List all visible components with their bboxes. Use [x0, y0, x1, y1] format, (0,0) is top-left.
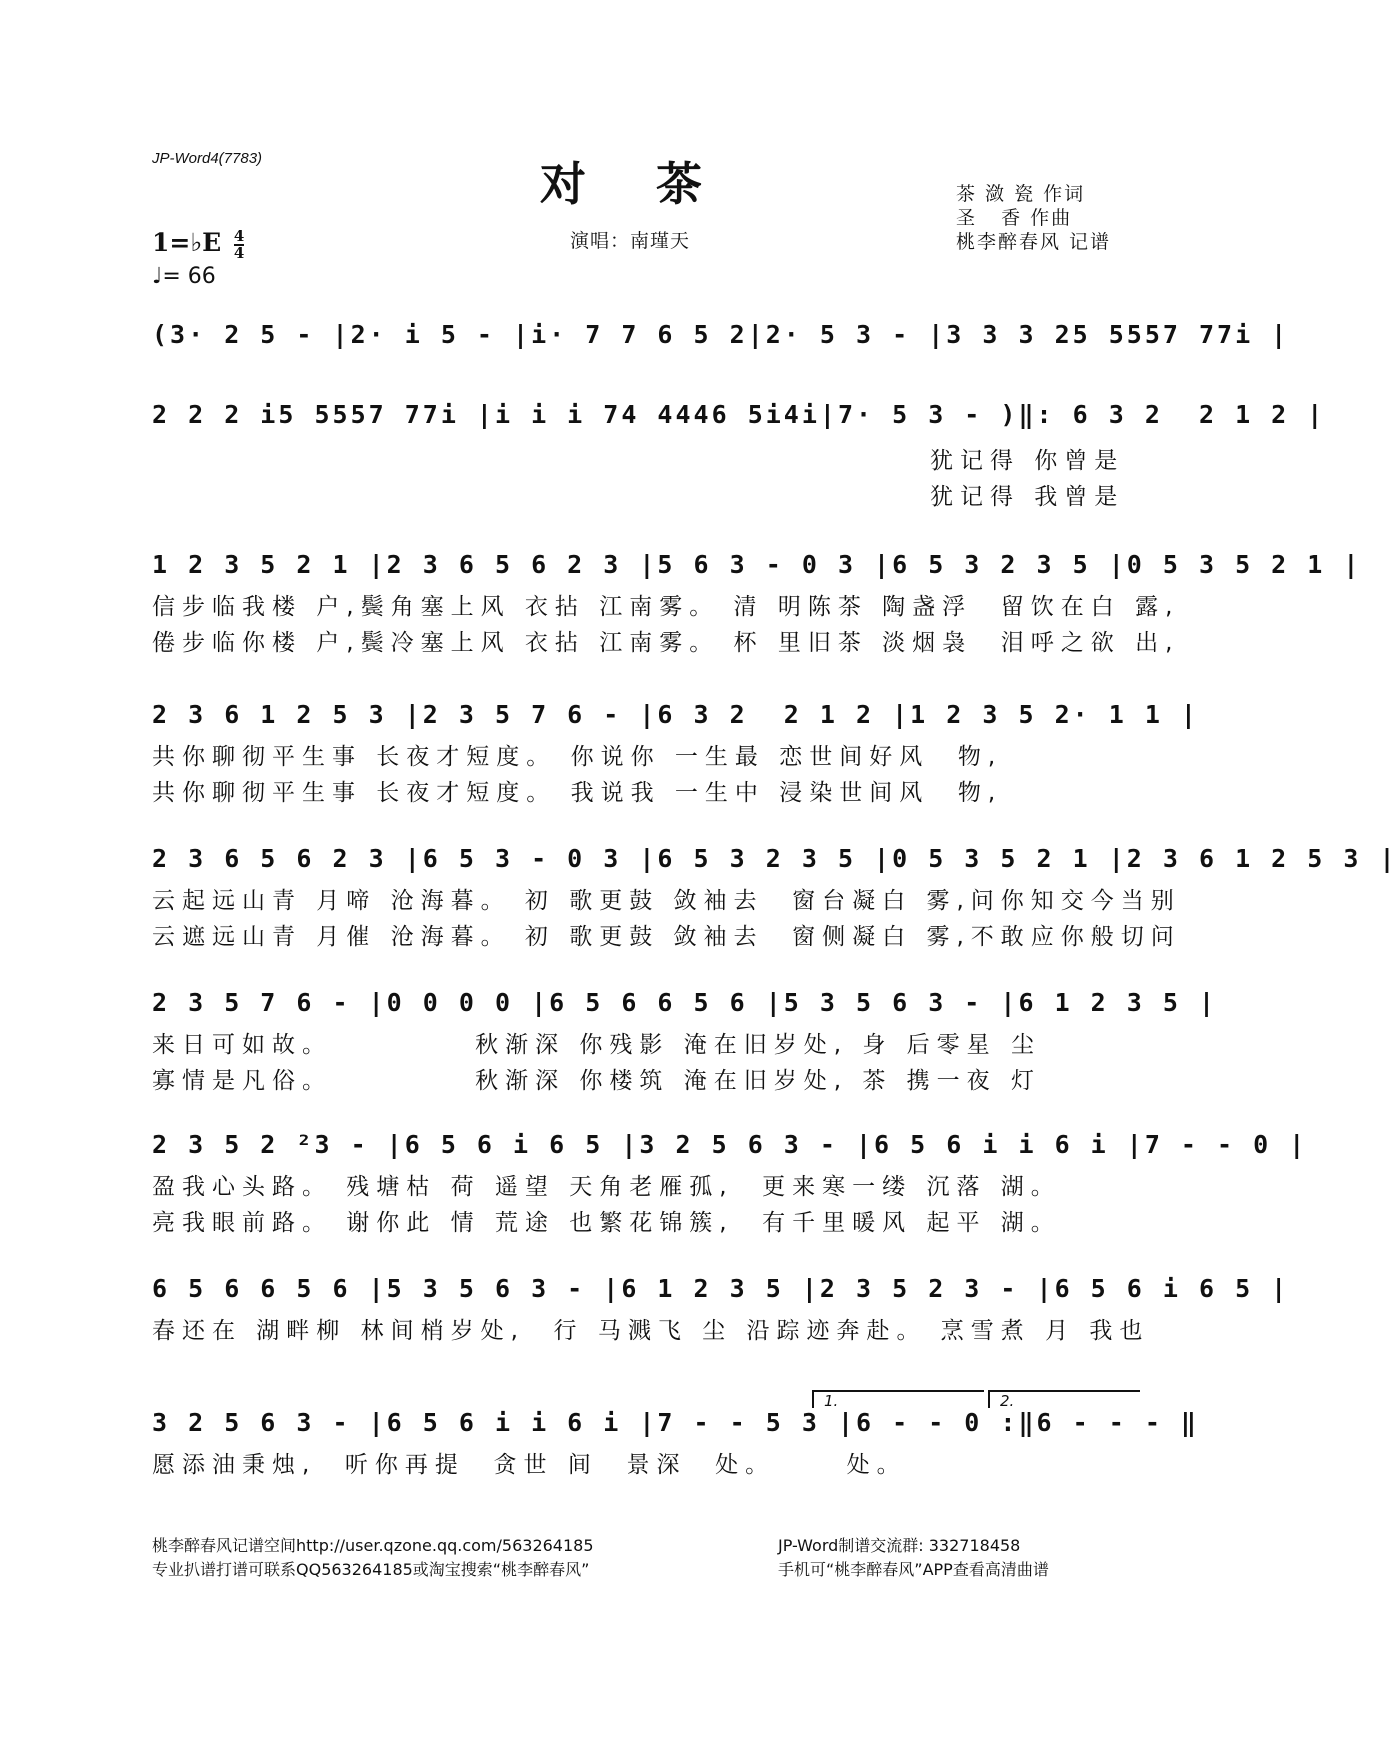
music-line: 2 2 2 i5 5557 77i |i i i 74 4446 5i4i|7· 5 3 - )‖: 6 3 2 2 1 2 |	[152, 400, 1326, 429]
lyric-verse-2: 云遮远山青 月催 沧海暮。 初 歌更鼓 敛袖去 窗侧凝白 雾,不敢应你般切问	[152, 924, 1181, 950]
footer-app: 手机可“桃李醉春风”APP查看高清曲谱	[778, 1560, 1049, 1579]
score-row-4	[152, 692, 1199, 812]
lyric-verse-1: 云起远山青 月啼 沧海暮。 初 歌更鼓 敛袖去 窗台凝白 雾,问你知交今当别	[152, 888, 1181, 914]
score-row-7	[152, 1122, 1308, 1242]
footer-group: JP-Word制谱交流群: 332718458	[778, 1536, 1021, 1555]
footer-left	[152, 1534, 594, 1582]
lyric-verse-1: 盈我心头路。 残塘枯 荷 遥望 天角老雁孤, 更来寒一缕 沉落 湖。	[152, 1174, 1061, 1200]
lyric-verse-2: 寡情是凡俗。 秋渐深 你楼筑 淹在旧岁处, 茶 携一夜 灯	[152, 1068, 1041, 1094]
footer-right	[778, 1534, 1049, 1582]
lyric-verse-1: 共你聊彻平生事 长夜才短度。 你说你 一生最 恋世间好风 物,	[152, 744, 1003, 770]
music-line: 2 3 5 2 ²3 - |6 5 6 i 6 5 |3 2 5 6 3 - |6 5 6 i i 6 i |7 - - 0 |	[152, 1130, 1308, 1159]
credits-block	[956, 182, 1111, 254]
volta-2: 2.	[988, 1390, 1140, 1408]
singer-credit: 演唱：南瑾天	[570, 230, 691, 252]
music-line: 2 3 6 1 2 5 3 |2 3 5 7 6 - |6 3 2 2 1 2 |1 2 3 5 2· 1 1 |	[152, 700, 1199, 729]
lyric-verse-2: 犹记得 我曾是	[930, 484, 1125, 510]
lyric-verse-2: 共你聊彻平生事 长夜才短度。 我说我 一生中 浸染世间风 物,	[152, 780, 1003, 806]
music-line: (3· 2 5 - |2· i 5 - |i· 7 7 6 5 2|2· 5 3 - |3 3 3 25 5557 77i |	[152, 320, 1290, 349]
volta-1: 1.	[812, 1390, 984, 1408]
lyric-verse-1: 信步临我楼 户,鬓角塞上风 衣拈 江南雾。 清 明陈茶 陶盏浮 留饮在白 露,	[152, 594, 1180, 620]
music-line: 1 2 3 5 2 1 |2 3 6 5 6 2 3 |5 6 3 - 0 3 |6 5 3 2 3 5 |0 5 3 5 2 1 |	[152, 550, 1362, 579]
page-title: 对茶	[540, 157, 772, 211]
score-row-1	[152, 312, 1290, 372]
score-row-3	[152, 542, 1362, 662]
footer-blog-link[interactable]: 桃李醉春风记谱空间http://user.qzone.qq.com/563264185	[152, 1536, 594, 1555]
score-row-5	[152, 836, 1398, 956]
lyric-verse-1: 愿添油秉烛, 听你再提 贪世 间 景深 处。 处。	[152, 1452, 907, 1478]
tempo-marking: ♩= 66	[152, 264, 216, 289]
lyricist-credit: 茶 潋 瓷 作词	[956, 183, 1086, 205]
lyric-verse-1: 犹记得 你曾是	[930, 448, 1125, 474]
lyric-verse-1: 来日可如故。 秋渐深 你残影 淹在旧岁处, 身 后零星 尘	[152, 1032, 1041, 1058]
footer-contact: 专业扒谱打谱可联系QQ563264185或淘宝搜索“桃李醉春风”	[152, 1560, 590, 1579]
score-row-2	[152, 392, 1326, 522]
lyric-verse-1: 春还在 湖畔柳 林间梢岁处, 行 马溅飞 尘 沿踪迹奔赴。 烹雪煮 月 我也	[152, 1318, 1150, 1344]
key-label: 1=♭E	[152, 228, 222, 257]
music-line: 2 3 6 5 6 2 3 |6 5 3 - 0 3 |6 5 3 2 3 5 |0 5 3 5 2 1 |2 3 6 1 2 5 3 |	[152, 844, 1398, 873]
source-label: JP-Word4(7783)	[152, 150, 263, 167]
music-line: 2 3 5 7 6 - |0 0 0 0 |6 5 6 6 5 6 |5 3 5 6 3 - |6 1 2 3 5 |	[152, 988, 1218, 1017]
lyric-verse-2: 倦步临你楼 户,鬓冷塞上风 衣拈 江南雾。 杯 里旧茶 淡烟袅 泪呼之欲 出,	[152, 630, 1180, 656]
time-signature-top: 4	[233, 226, 245, 245]
music-line: 6 5 6 6 5 6 |5 3 5 6 3 - |6 1 2 3 5 |2 3 5 2 3 - |6 5 6 i 6 5 |	[152, 1274, 1290, 1303]
score-row-8	[152, 1266, 1290, 1356]
time-signature-bottom: 4	[233, 243, 245, 262]
time-signature	[233, 226, 245, 262]
composer-credit: 圣 香 作曲	[956, 207, 1073, 229]
lyric-verse-2: 亮我眼前路。 谢你此 情 荒途 也繁花锦簇, 有千里暖风 起平 湖。	[152, 1210, 1061, 1236]
score-row-6	[152, 980, 1218, 1100]
score-row-9	[152, 1392, 1199, 1496]
transcriber-credit: 桃李醉春风 记谱	[956, 231, 1112, 253]
music-line: 3 2 5 6 3 - |6 5 6 i i 6 i |7 - - 5 3 |6 - - 0 :‖6 - - - ‖	[152, 1408, 1199, 1437]
key-signature	[152, 228, 244, 261]
